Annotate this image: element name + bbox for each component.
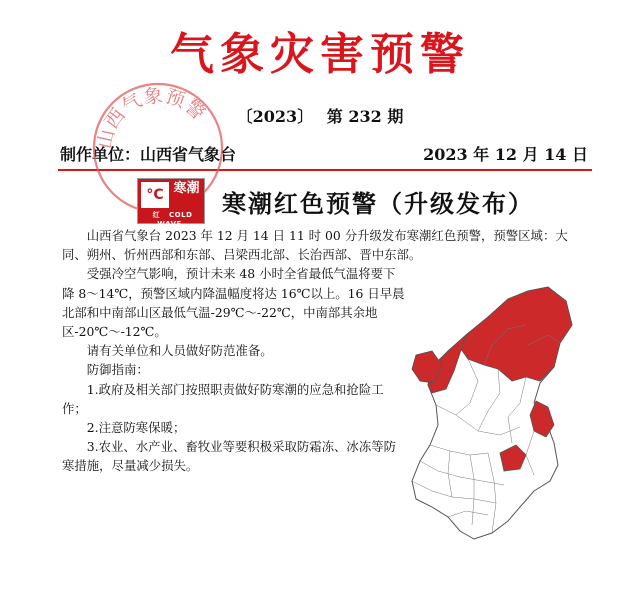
issue-date: 2023 年 12 月 14 日 (423, 145, 588, 164)
guide-item-3: 3.农业、水产业、畜牧业等要积极采取防霜冻、冰冻等防寒措施，尽量减少损失。 (62, 439, 396, 474)
icon-english: COLD WAVE (157, 211, 193, 228)
guide-item-1: 1.政府及相关部门按照职责做好防寒潮的应急和抢险工作； (62, 381, 384, 416)
icon-footer (138, 210, 204, 228)
paragraph-prepare: 请有关单位和人员做好防范准备。 (86, 343, 273, 359)
meta-row (60, 142, 588, 166)
issue-seq: 第 232 期 (326, 107, 404, 126)
stamp-text: 山西气象预警 (93, 84, 211, 151)
issuer: 制作单位：山西省气象台 (60, 145, 237, 164)
guide-title: 防御指南： (86, 362, 149, 378)
masthead-title: 气象灾害预警 (170, 29, 470, 80)
warning-title: 寒潮红色预警（升级发布） (222, 189, 534, 218)
thermometer-icon: °C (141, 182, 169, 208)
paragraph-forecast: 受强冷空气影响，预计未来 48 小时全省最低气温将要下降 8～14℃，预警区域内降温幅度将达 16℃以上。16 日早晨北部和中南部山区最低气温-29℃～-22℃，中南部其余地区-20℃～-12℃。 (62, 266, 405, 340)
issue-year: 〔2023〕 (236, 107, 314, 126)
guide-item-2: 2.注意防寒保暖； (86, 420, 186, 436)
icon-level: 红 (152, 211, 161, 219)
paragraph-area: 山西省气象台 2023 年 12 月 14 日 11 时 00 分升级发布寒潮红色预警，预警区域：大同、朔州、忻州西部和东部、吕梁西北部、长治西部、晋中东部。 (62, 228, 568, 263)
warning-area-map (408, 285, 588, 543)
issue-number (0, 104, 640, 127)
cold-wave-label: 寒潮 (173, 181, 200, 196)
header-rule (58, 169, 592, 171)
cold-wave-red-icon (137, 178, 205, 228)
